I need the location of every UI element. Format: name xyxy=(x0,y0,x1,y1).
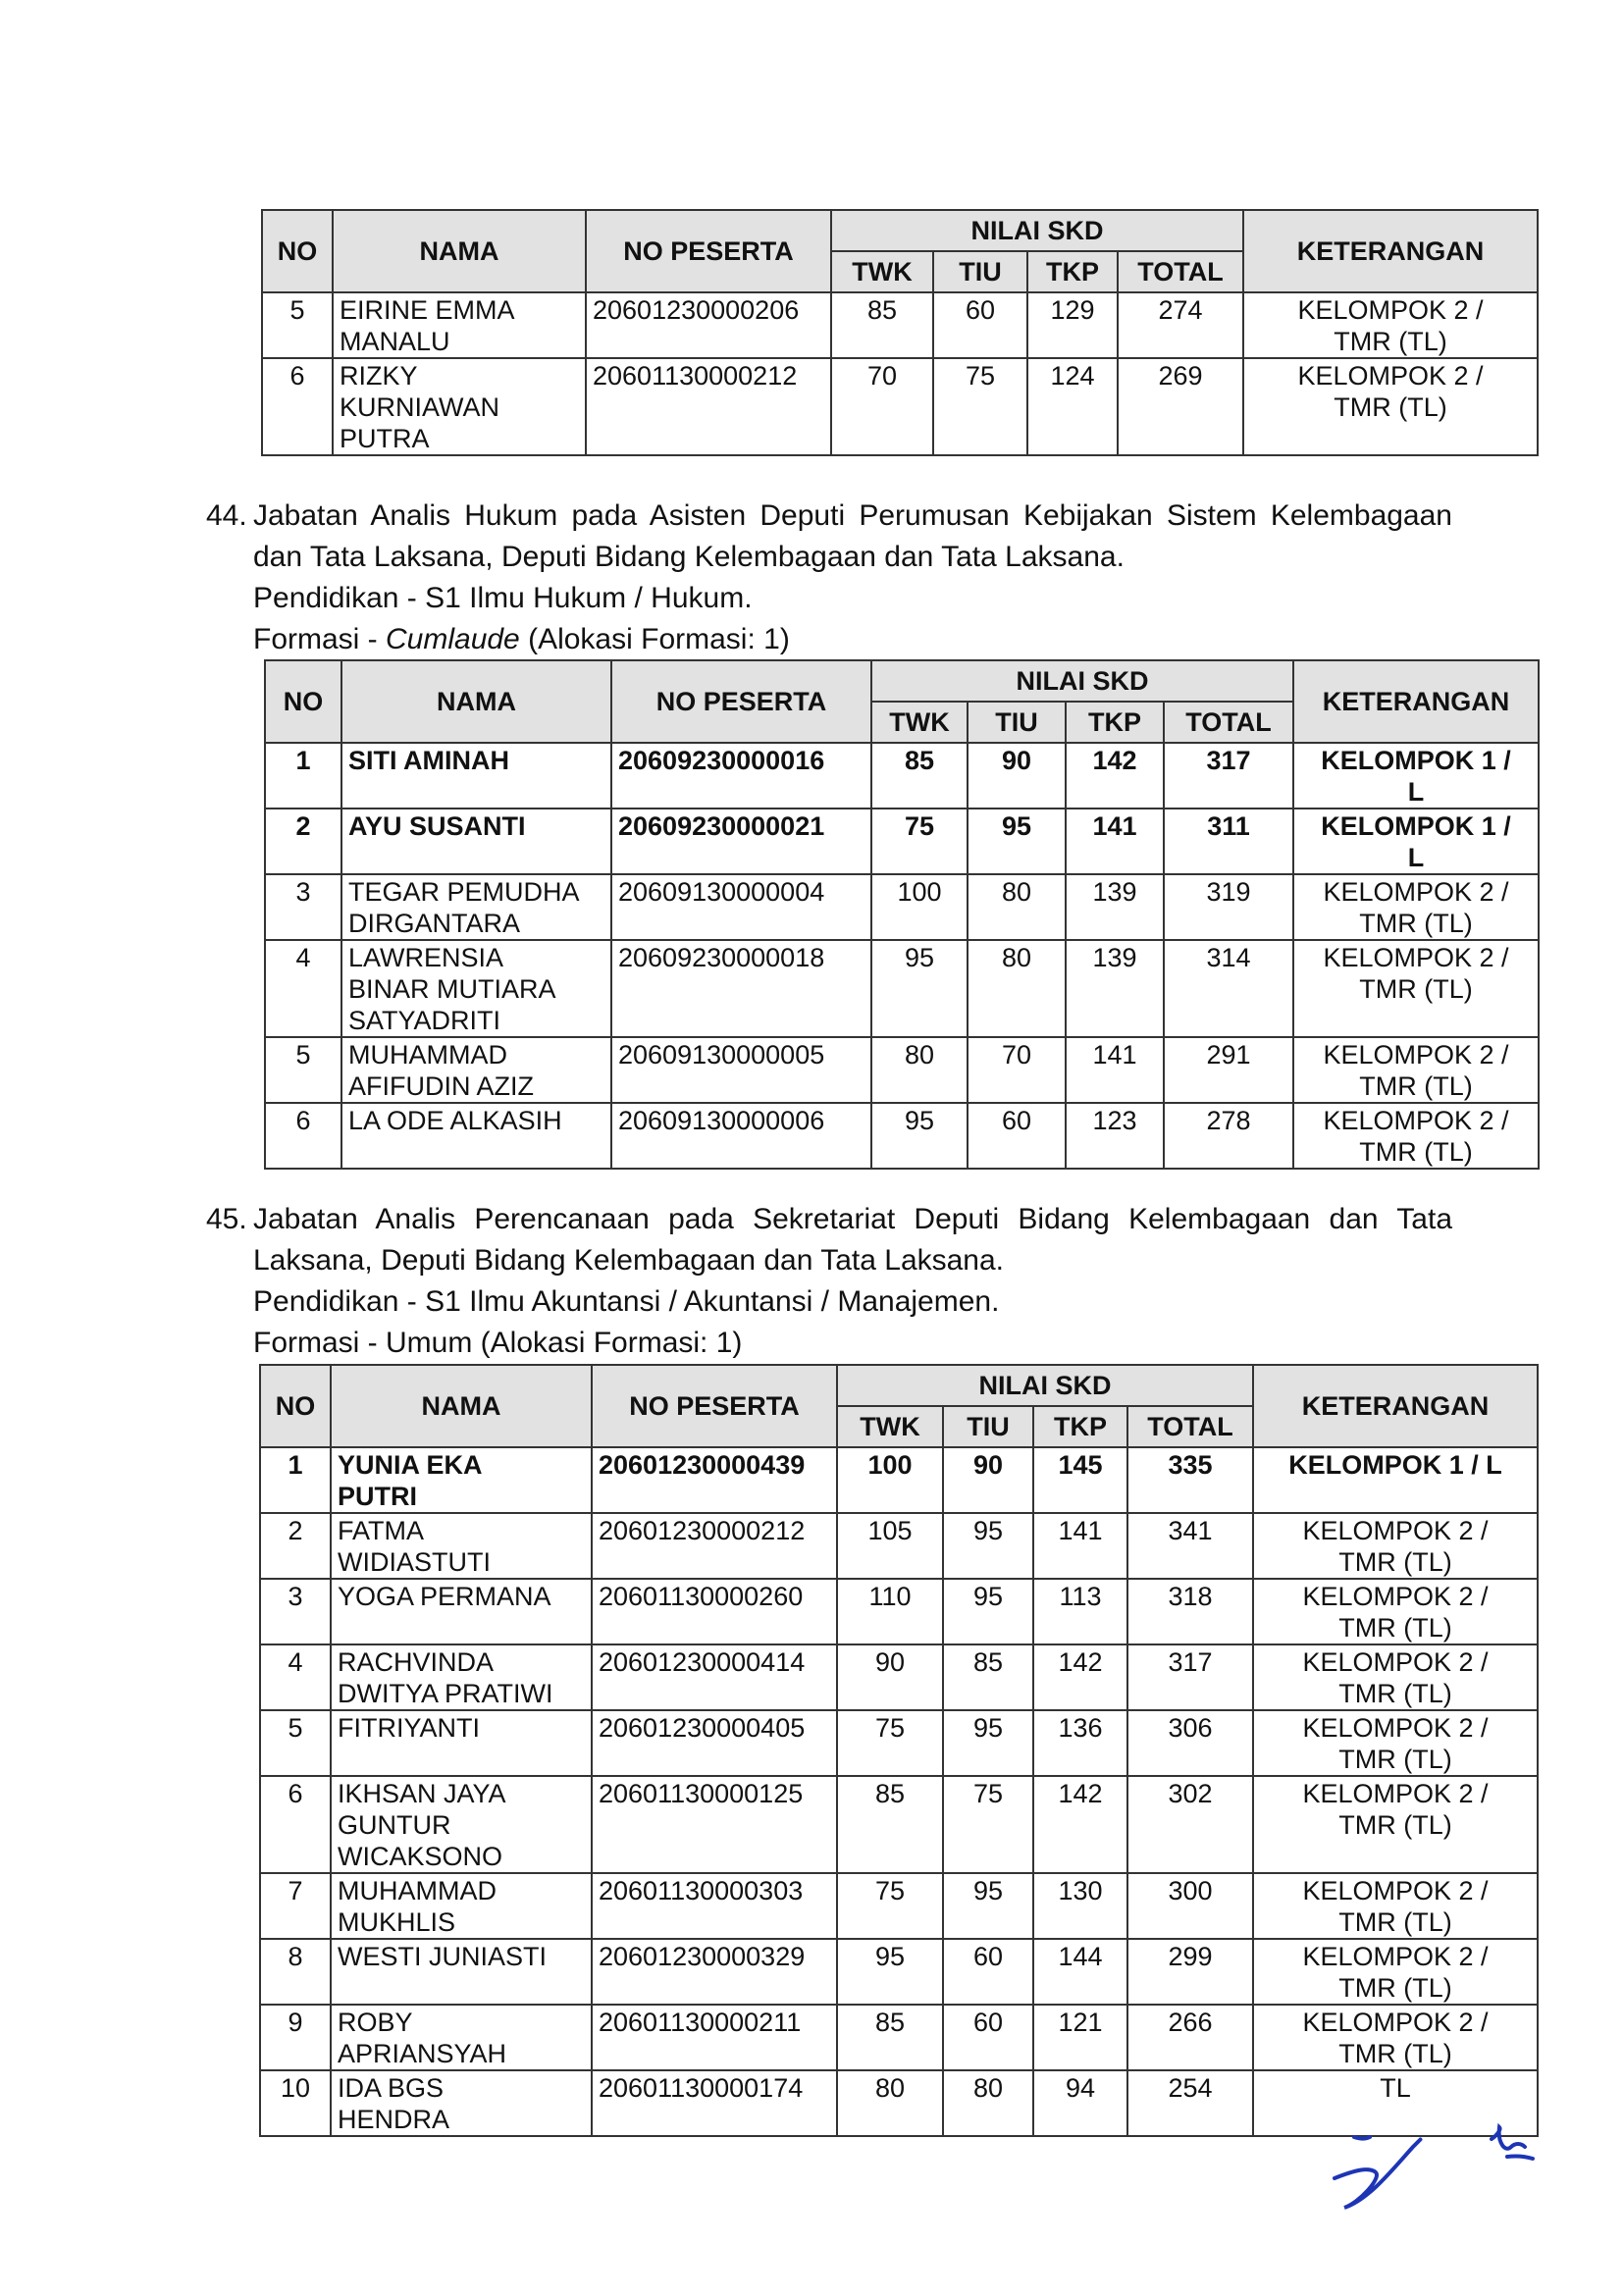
cell-no: 4 xyxy=(265,940,341,1037)
cell-keterangan xyxy=(1253,1644,1538,1710)
cell-nama-line: IKHSAN JAYA xyxy=(338,1779,506,1808)
cell-tiu: 95 xyxy=(943,1513,1033,1579)
header-total: TOTAL xyxy=(1127,1406,1253,1447)
cell-nama-line: HENDRA xyxy=(338,2105,450,2134)
cell-keterangan-line: L xyxy=(1407,777,1425,807)
cell-no: 4 xyxy=(260,1644,331,1710)
cell-no: 6 xyxy=(265,1103,341,1169)
cell-keterangan-line: KELOMPOK 2 / xyxy=(1302,1942,1489,1971)
cell-keterangan xyxy=(1253,1447,1538,1513)
formation-info: Formasi - Umum (Alokasi Formasi: 1) xyxy=(253,1327,743,1359)
cell-nama xyxy=(341,940,611,1037)
cell-tkp: 124 xyxy=(1027,358,1118,455)
section-number: 45. xyxy=(206,1203,247,1235)
cell-tkp: 142 xyxy=(1066,743,1164,809)
cell-tkp: 141 xyxy=(1066,809,1164,874)
cell-tkp: 141 xyxy=(1066,1037,1164,1103)
header-keterangan: KETERANGAN xyxy=(1243,210,1538,292)
cell-nama xyxy=(331,1873,592,1939)
cell-tiu: 90 xyxy=(943,1447,1033,1513)
cell-twk: 85 xyxy=(871,743,968,809)
cell-nama-line: YUNIA EKA xyxy=(338,1450,483,1480)
cell-tiu: 60 xyxy=(968,1103,1066,1169)
cell-keterangan xyxy=(1243,292,1538,358)
cell-keterangan-line: KELOMPOK 2 / xyxy=(1302,2008,1489,2037)
cell-nama-line: AFIFUDIN AZIZ xyxy=(348,1071,534,1101)
cell-keterangan xyxy=(1293,743,1539,809)
cell-keterangan-line: KELOMPOK 2 / xyxy=(1302,1876,1489,1905)
cell-twk: 90 xyxy=(837,1644,943,1710)
cell-nama-line: PUTRA xyxy=(340,424,430,453)
results-table-43 xyxy=(261,209,1539,456)
cell-nama-line: DWITYA PRATIWI xyxy=(338,1679,553,1708)
cell-nama-line: WIDIASTUTI xyxy=(338,1547,491,1577)
cell-tkp: 113 xyxy=(1033,1579,1127,1644)
section-title-line: dan Tata Laksana, Deputi Bidang Kelembagaan dan Tata Laksana. xyxy=(253,541,1125,573)
cell-keterangan-line: TL xyxy=(1380,2073,1411,2103)
cell-no-peserta: 20601230000212 xyxy=(592,1513,837,1579)
cell-nama xyxy=(341,1037,611,1103)
cell-no-peserta: 20609130000005 xyxy=(611,1037,871,1103)
cell-nama-line: IDA BGS xyxy=(338,2073,445,2103)
cell-tkp: 129 xyxy=(1027,292,1118,358)
cell-total: 269 xyxy=(1118,358,1243,455)
cell-tiu: 95 xyxy=(968,809,1066,874)
cell-total: 274 xyxy=(1118,292,1243,358)
cell-total: 341 xyxy=(1127,1513,1253,1579)
cell-nama-line: LAWRENSIA xyxy=(348,943,504,972)
cell-keterangan-line: TMR (TL) xyxy=(1338,1810,1452,1840)
cell-nama-line: GUNTUR xyxy=(338,1810,451,1840)
cell-keterangan-line: TMR (TL) xyxy=(1338,1679,1452,1708)
table-row xyxy=(262,292,1538,358)
cell-nama-line: AYU SUSANTI xyxy=(348,811,526,841)
cell-nama-line: WICAKSONO xyxy=(338,1842,503,1871)
header-tkp: TKP xyxy=(1027,251,1118,292)
cell-nama xyxy=(331,1939,592,2005)
cell-nama-line: EIRINE EMMA xyxy=(340,295,515,325)
header-tiu: TIU xyxy=(968,702,1066,743)
table-row xyxy=(265,1103,1539,1169)
cell-nama-line: FITRIYANTI xyxy=(338,1713,480,1743)
cell-nama xyxy=(331,1776,592,1873)
cell-tiu: 95 xyxy=(943,1579,1033,1644)
cell-twk: 85 xyxy=(837,1776,943,1873)
cell-keterangan-line: TMR (TL) xyxy=(1359,909,1473,938)
cell-total: 314 xyxy=(1164,940,1293,1037)
cell-tiu: 75 xyxy=(933,358,1027,455)
cell-keterangan-line: TMR (TL) xyxy=(1359,1071,1473,1101)
cell-no-peserta: 20601130000174 xyxy=(592,2070,837,2136)
cell-no-peserta: 20609230000018 xyxy=(611,940,871,1037)
cell-tkp: 123 xyxy=(1066,1103,1164,1169)
cell-tkp: 141 xyxy=(1033,1513,1127,1579)
cell-keterangan xyxy=(1253,1939,1538,2005)
cell-total: 319 xyxy=(1164,874,1293,940)
cell-nama xyxy=(341,743,611,809)
header-no: NO xyxy=(260,1365,331,1447)
cell-keterangan xyxy=(1253,1513,1538,1579)
header-twk: TWK xyxy=(871,702,968,743)
table-row xyxy=(260,2005,1538,2070)
header-no: NO xyxy=(265,660,341,743)
cell-tkp: 139 xyxy=(1066,940,1164,1037)
cell-no-peserta: 20601130000212 xyxy=(586,358,831,455)
cell-nama xyxy=(331,1710,592,1776)
cell-keterangan-line: TMR (TL) xyxy=(1359,974,1473,1004)
cell-tiu: 80 xyxy=(943,2070,1033,2136)
cell-total: 302 xyxy=(1127,1776,1253,1873)
cell-keterangan-line: TMR (TL) xyxy=(1338,1973,1452,2003)
header-nilai-skd: NILAI SKD xyxy=(831,210,1243,251)
cell-no: 1 xyxy=(260,1447,331,1513)
cell-nama-line: APRIANSYAH xyxy=(338,2039,507,2068)
cell-no: 5 xyxy=(265,1037,341,1103)
cell-keterangan-line: KELOMPOK 1 / xyxy=(1321,746,1511,775)
cell-keterangan xyxy=(1253,1873,1538,1939)
cell-no-peserta: 20601130000303 xyxy=(592,1873,837,1939)
cell-tkp: 130 xyxy=(1033,1873,1127,1939)
cell-no-peserta: 20601230000206 xyxy=(586,292,831,358)
cell-nama-line: DIRGANTARA xyxy=(348,909,521,938)
cell-no: 9 xyxy=(260,2005,331,2070)
cell-keterangan xyxy=(1243,358,1538,455)
table-row xyxy=(260,1579,1538,1644)
cell-tkp: 136 xyxy=(1033,1710,1127,1776)
cell-nama-line: SITI AMINAH xyxy=(348,746,509,775)
section-title-line: Laksana, Deputi Bidang Kelembagaan dan Tata Laksana. xyxy=(253,1244,1005,1277)
cell-nama-line: KURNIAWAN xyxy=(340,392,500,422)
cell-keterangan xyxy=(1293,1037,1539,1103)
cell-keterangan-line: KELOMPOK 1 / xyxy=(1321,811,1511,841)
cell-tiu: 60 xyxy=(943,1939,1033,2005)
cell-keterangan xyxy=(1293,940,1539,1037)
cell-tiu: 60 xyxy=(933,292,1027,358)
section-number: 44. xyxy=(206,499,247,532)
cell-nama xyxy=(341,809,611,874)
cell-twk: 100 xyxy=(871,874,968,940)
cell-nama xyxy=(331,1644,592,1710)
cell-total: 278 xyxy=(1164,1103,1293,1169)
table-row xyxy=(265,809,1539,874)
cell-total: 300 xyxy=(1127,1873,1253,1939)
cell-keterangan-line: KELOMPOK 2 / xyxy=(1302,1713,1489,1743)
cell-nama-line: ROBY xyxy=(338,2008,413,2037)
table-row xyxy=(260,1644,1538,1710)
cell-nama xyxy=(341,874,611,940)
header-no: NO xyxy=(262,210,333,292)
header-twk: TWK xyxy=(831,251,933,292)
cell-nama-line: YOGA PERMANA xyxy=(338,1582,551,1611)
cell-twk: 110 xyxy=(837,1579,943,1644)
table-row xyxy=(260,1873,1538,1939)
cell-no: 1 xyxy=(265,743,341,809)
header-no-peserta: NO PESERTA xyxy=(592,1365,837,1447)
header-nama: NAMA xyxy=(341,660,611,743)
cell-no: 3 xyxy=(260,1579,331,1644)
cell-no: 2 xyxy=(260,1513,331,1579)
header-keterangan: KETERANGAN xyxy=(1253,1365,1538,1447)
cell-total: 317 xyxy=(1164,743,1293,809)
cell-twk: 95 xyxy=(871,940,968,1037)
cell-keterangan-line: KELOMPOK 2 / xyxy=(1323,1106,1509,1135)
cell-keterangan-line: TMR (TL) xyxy=(1338,1745,1452,1774)
cell-tkp: 139 xyxy=(1066,874,1164,940)
cell-tiu: 85 xyxy=(943,1644,1033,1710)
cell-total: 291 xyxy=(1164,1037,1293,1103)
header-keterangan: KETERANGAN xyxy=(1293,660,1539,743)
cell-tiu: 70 xyxy=(968,1037,1066,1103)
cell-nama xyxy=(331,1447,592,1513)
cell-keterangan-line: KELOMPOK 2 / xyxy=(1297,361,1484,391)
cell-no-peserta: 20601130000211 xyxy=(592,2005,837,2070)
cell-tkp: 144 xyxy=(1033,1939,1127,2005)
cell-no-peserta: 20601230000414 xyxy=(592,1644,837,1710)
table-row xyxy=(260,1710,1538,1776)
cell-no: 3 xyxy=(265,874,341,940)
table-row xyxy=(260,1447,1538,1513)
cell-keterangan-line: KELOMPOK 2 / xyxy=(1302,1516,1489,1545)
section-title-line: Jabatan Analis Hukum pada Asisten Deputi Perumusan Kebijakan Sistem Kelembagaan xyxy=(253,499,1452,532)
header-nilai-skd: NILAI SKD xyxy=(837,1365,1253,1406)
cell-nama-line: LA ODE ALKASIH xyxy=(348,1106,562,1135)
cell-keterangan-line: L xyxy=(1407,843,1425,872)
cell-total: 318 xyxy=(1127,1579,1253,1644)
header-nilai-skd: NILAI SKD xyxy=(871,660,1293,702)
table-row xyxy=(262,358,1538,455)
cell-twk: 85 xyxy=(837,2005,943,2070)
cell-keterangan xyxy=(1293,809,1539,874)
cell-keterangan-line: TMR (TL) xyxy=(1334,392,1447,422)
cell-keterangan-line: TMR (TL) xyxy=(1338,1907,1452,1937)
cell-keterangan-line: KELOMPOK 2 / xyxy=(1323,877,1509,907)
cell-twk: 75 xyxy=(871,809,968,874)
cell-keterangan-line: TMR (TL) xyxy=(1338,2039,1452,2068)
cell-twk: 75 xyxy=(837,1873,943,1939)
cell-nama-line: RACHVINDA xyxy=(338,1647,495,1677)
cell-tkp: 142 xyxy=(1033,1776,1127,1873)
cell-nama xyxy=(331,1513,592,1579)
education-requirement: Pendidikan - S1 Ilmu Akuntansi / Akuntansi / Manajemen. xyxy=(253,1285,1000,1318)
cell-nama xyxy=(341,1103,611,1169)
cell-total: 317 xyxy=(1127,1644,1253,1710)
cell-nama-line: FATMA xyxy=(338,1516,425,1545)
cell-keterangan-line: TMR (TL) xyxy=(1359,1137,1473,1167)
signature-initials xyxy=(1315,2110,1580,2218)
cell-total: 335 xyxy=(1127,1447,1253,1513)
header-total: TOTAL xyxy=(1164,702,1293,743)
cell-keterangan xyxy=(1253,1776,1538,1873)
cell-keterangan-line: KELOMPOK 2 / xyxy=(1302,1582,1489,1611)
table-row xyxy=(265,1037,1539,1103)
cell-total: 306 xyxy=(1127,1710,1253,1776)
cell-nama xyxy=(331,2005,592,2070)
cell-tiu: 75 xyxy=(943,1776,1033,1873)
header-tkp: TKP xyxy=(1066,702,1164,743)
cell-total: 266 xyxy=(1127,2005,1253,2070)
cell-nama xyxy=(333,358,586,455)
cell-total: 299 xyxy=(1127,1939,1253,2005)
cell-twk: 95 xyxy=(837,1939,943,2005)
cell-no-peserta: 20601230000329 xyxy=(592,1939,837,2005)
cell-tiu: 95 xyxy=(943,1710,1033,1776)
cell-no-peserta: 20601230000439 xyxy=(592,1447,837,1513)
header-tiu: TIU xyxy=(943,1406,1033,1447)
cell-keterangan xyxy=(1253,2005,1538,2070)
cell-nama-line: MANALU xyxy=(340,327,450,356)
cell-keterangan xyxy=(1293,874,1539,940)
cell-keterangan-line: KELOMPOK 2 / xyxy=(1302,1647,1489,1677)
cell-nama-line: MUHAMMAD xyxy=(348,1040,507,1070)
cell-nama xyxy=(333,292,586,358)
results-table-45 xyxy=(259,1364,1539,2137)
cell-tkp: 94 xyxy=(1033,2070,1127,2136)
cell-no: 10 xyxy=(260,2070,331,2136)
header-nama: NAMA xyxy=(331,1365,592,1447)
cell-keterangan-line: KELOMPOK 2 / xyxy=(1323,943,1509,972)
cell-no-peserta: 20601230000405 xyxy=(592,1710,837,1776)
results-table-44 xyxy=(264,659,1540,1170)
cell-no-peserta: 20601130000125 xyxy=(592,1776,837,1873)
cell-keterangan-line: TMR (TL) xyxy=(1334,327,1447,356)
formation-info: Formasi - Cumlaude (Alokasi Formasi: 1) xyxy=(253,623,790,655)
cell-keterangan-line: KELOMPOK 2 / xyxy=(1297,295,1484,325)
cell-no-peserta: 20609230000016 xyxy=(611,743,871,809)
cell-keterangan xyxy=(1293,1103,1539,1169)
table-row xyxy=(260,1776,1538,1873)
header-tiu: TIU xyxy=(933,251,1027,292)
cell-no: 6 xyxy=(262,358,333,455)
section-title-line: Jabatan Analis Perencanaan pada Sekretariat Deputi Bidang Kelembagaan dan Tata xyxy=(253,1203,1452,1235)
cell-nama-line: SATYADRITI xyxy=(348,1006,501,1035)
cell-nama xyxy=(331,1579,592,1644)
table-row xyxy=(265,743,1539,809)
cell-twk: 75 xyxy=(837,1710,943,1776)
cell-tiu: 90 xyxy=(968,743,1066,809)
section-44 xyxy=(206,496,1452,660)
table-row xyxy=(265,940,1539,1037)
cell-keterangan-line: TMR (TL) xyxy=(1338,1547,1452,1577)
cell-tkp: 142 xyxy=(1033,1644,1127,1710)
cell-total: 254 xyxy=(1127,2070,1253,2136)
cell-no: 5 xyxy=(262,292,333,358)
cell-nama-line: TEGAR PEMUDHA xyxy=(348,877,580,907)
cell-no: 7 xyxy=(260,1873,331,1939)
cell-twk: 95 xyxy=(871,1103,968,1169)
cell-twk: 70 xyxy=(831,358,933,455)
table-row xyxy=(265,874,1539,940)
cell-nama-line: PUTRI xyxy=(338,1482,417,1511)
cell-tiu: 95 xyxy=(943,1873,1033,1939)
cell-no-peserta: 20601130000260 xyxy=(592,1579,837,1644)
cell-no-peserta: 20609130000006 xyxy=(611,1103,871,1169)
header-no-peserta: NO PESERTA xyxy=(611,660,871,743)
cell-keterangan xyxy=(1253,1579,1538,1644)
education-requirement: Pendidikan - S1 Ilmu Hukum / Hukum. xyxy=(253,582,753,614)
table-row xyxy=(260,1513,1538,1579)
cell-nama-line: MUHAMMAD xyxy=(338,1876,497,1905)
cell-keterangan xyxy=(1253,1710,1538,1776)
header-nama: NAMA xyxy=(333,210,586,292)
header-no-peserta: NO PESERTA xyxy=(586,210,831,292)
cell-no: 2 xyxy=(265,809,341,874)
cell-no: 5 xyxy=(260,1710,331,1776)
cell-nama xyxy=(331,2070,592,2136)
cell-tkp: 145 xyxy=(1033,1447,1127,1513)
table-row xyxy=(260,1939,1538,2005)
cell-tiu: 80 xyxy=(968,874,1066,940)
cell-twk: 85 xyxy=(831,292,933,358)
cell-total: 311 xyxy=(1164,809,1293,874)
cell-twk: 80 xyxy=(837,2070,943,2136)
cell-keterangan-line: KELOMPOK 1 / L xyxy=(1288,1450,1502,1480)
cell-tkp: 121 xyxy=(1033,2005,1127,2070)
cell-no: 6 xyxy=(260,1776,331,1873)
cell-nama-line: RIZKY xyxy=(340,361,418,391)
header-tkp: TKP xyxy=(1033,1406,1127,1447)
cell-keterangan-line: KELOMPOK 2 / xyxy=(1323,1040,1509,1070)
cell-no-peserta: 20609130000004 xyxy=(611,874,871,940)
header-total: TOTAL xyxy=(1118,251,1243,292)
cell-twk: 105 xyxy=(837,1513,943,1579)
cell-nama-line: BINAR MUTIARA xyxy=(348,974,556,1004)
cell-twk: 100 xyxy=(837,1447,943,1513)
cell-nama-line: WESTI JUNIASTI xyxy=(338,1942,548,1971)
cell-twk: 80 xyxy=(871,1037,968,1103)
cell-nama-line: MUKHLIS xyxy=(338,1907,456,1937)
cell-no: 8 xyxy=(260,1939,331,2005)
cell-no-peserta: 20609230000021 xyxy=(611,809,871,874)
cell-tiu: 60 xyxy=(943,2005,1033,2070)
cell-tiu: 80 xyxy=(968,940,1066,1037)
section-45 xyxy=(206,1199,1452,1364)
header-twk: TWK xyxy=(837,1406,943,1447)
cell-keterangan-line: KELOMPOK 2 / xyxy=(1302,1779,1489,1808)
cell-keterangan-line: TMR (TL) xyxy=(1338,1613,1452,1643)
